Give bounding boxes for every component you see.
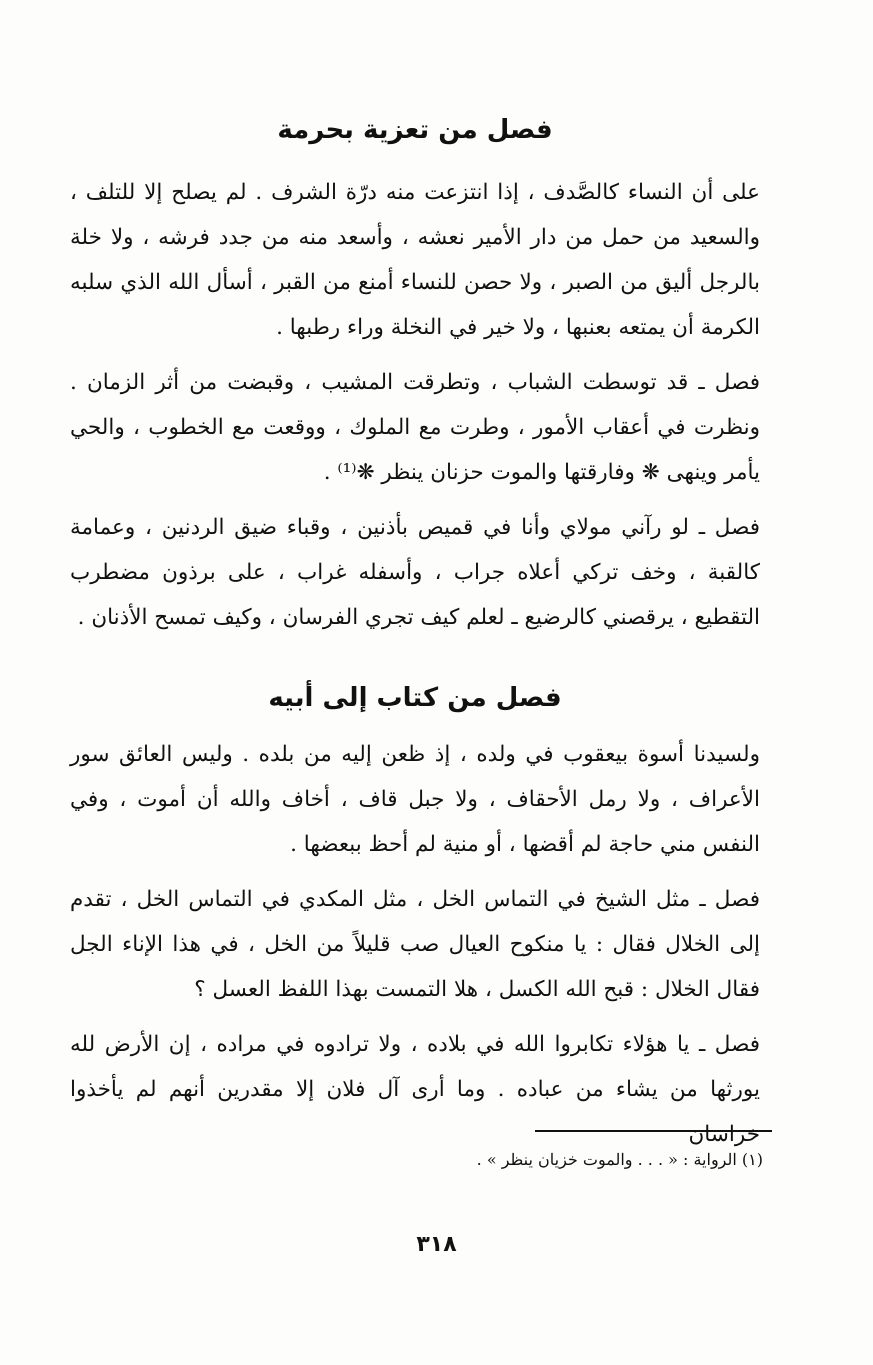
section-heading: فصل من تعزية بحرمة — [277, 115, 553, 145]
page-number: ٣١٨ — [416, 1232, 457, 1257]
footnote: (١) الرواية : « . . . والموت خزيان ينظر » . — [476, 1150, 763, 1169]
paragraph: فصل ـ لو رآني مولاي وأنا في قميص بأذنين ، وقباء ضيق الردنين ، وعمامة كالقبة ، وخف تركي أعلاه جراب ، وأسفله غراب ، على برذون مضطرب التقطيع ، يرقصني كالرضيع ـ لعلم كيف تجري الفرسان ، وكيف تمسح الأذنان . — [70, 515, 760, 630]
paragraph: ولسيدنا أسوة بيعقوب في ولده ، إذ ظعن إليه من بلده . وليس العائق سور الأعراف ، ولا رمل الأحقاف ، ولا جبل قاف ، أخاف والله أن أموت ، وفي النفس مني حاجة لم أقضها ، أو منية لم أحظ ببعضها . — [70, 742, 760, 857]
paragraph: على أن النساء كالصَّدف ، إذا انتزعت منه درّة الشرف . لم يصلح إلا للتلف ، والسعيد من حمل من دار الأمير نعشه ، وأسعد منه من جدد فرشه ، ولا خلة بالرجل أليق من الصبر ، ولا حصن للنساء أمنع من القبر ، أسأل الله الذي سلبه الكرمة أن يمتعه بعنبها ، ولا خير في النخلة وراء رطبها . — [70, 180, 760, 340]
paragraph: فصل ـ قد توسطت الشباب ، وتطرقت المشيب ، وقبضت من أثر الزمان . ونظرت في أعقاب الأمور ، وطرت مع الملوك ، ووقعت مع الخطوب ، والحي يأمر وينهى ❋ وفارقتها والموت حزنان ينظر ❋⁽¹⁾ . — [70, 370, 760, 485]
paragraph: فصل ـ مثل الشيخ في التماس الخل ، مثل المكدي في التماس الخل ، تقدم إلى الخلال فقال : يا منكوح العيال صب قليلاً من الخل ، في هذا الإناء الجل فقال الخلال : قبح الله الكسل ، هلا التمست بهذا اللفظ العسل ؟ — [70, 887, 760, 1002]
page-body — [70, 108, 760, 1157]
paragraph: فصل ـ يا هؤلاء تكابروا الله في بلاده ، ولا ترادوه في مراده ، إن الأرض لله يورثها من يشاء من عباده . وما أرى آل فلان إلا مقدرين أنهم لم يأخذوا خراسان — [70, 1032, 760, 1147]
section-heading: فصل من كتاب إلى أبيه — [268, 683, 562, 713]
footnote-divider — [535, 1130, 772, 1132]
